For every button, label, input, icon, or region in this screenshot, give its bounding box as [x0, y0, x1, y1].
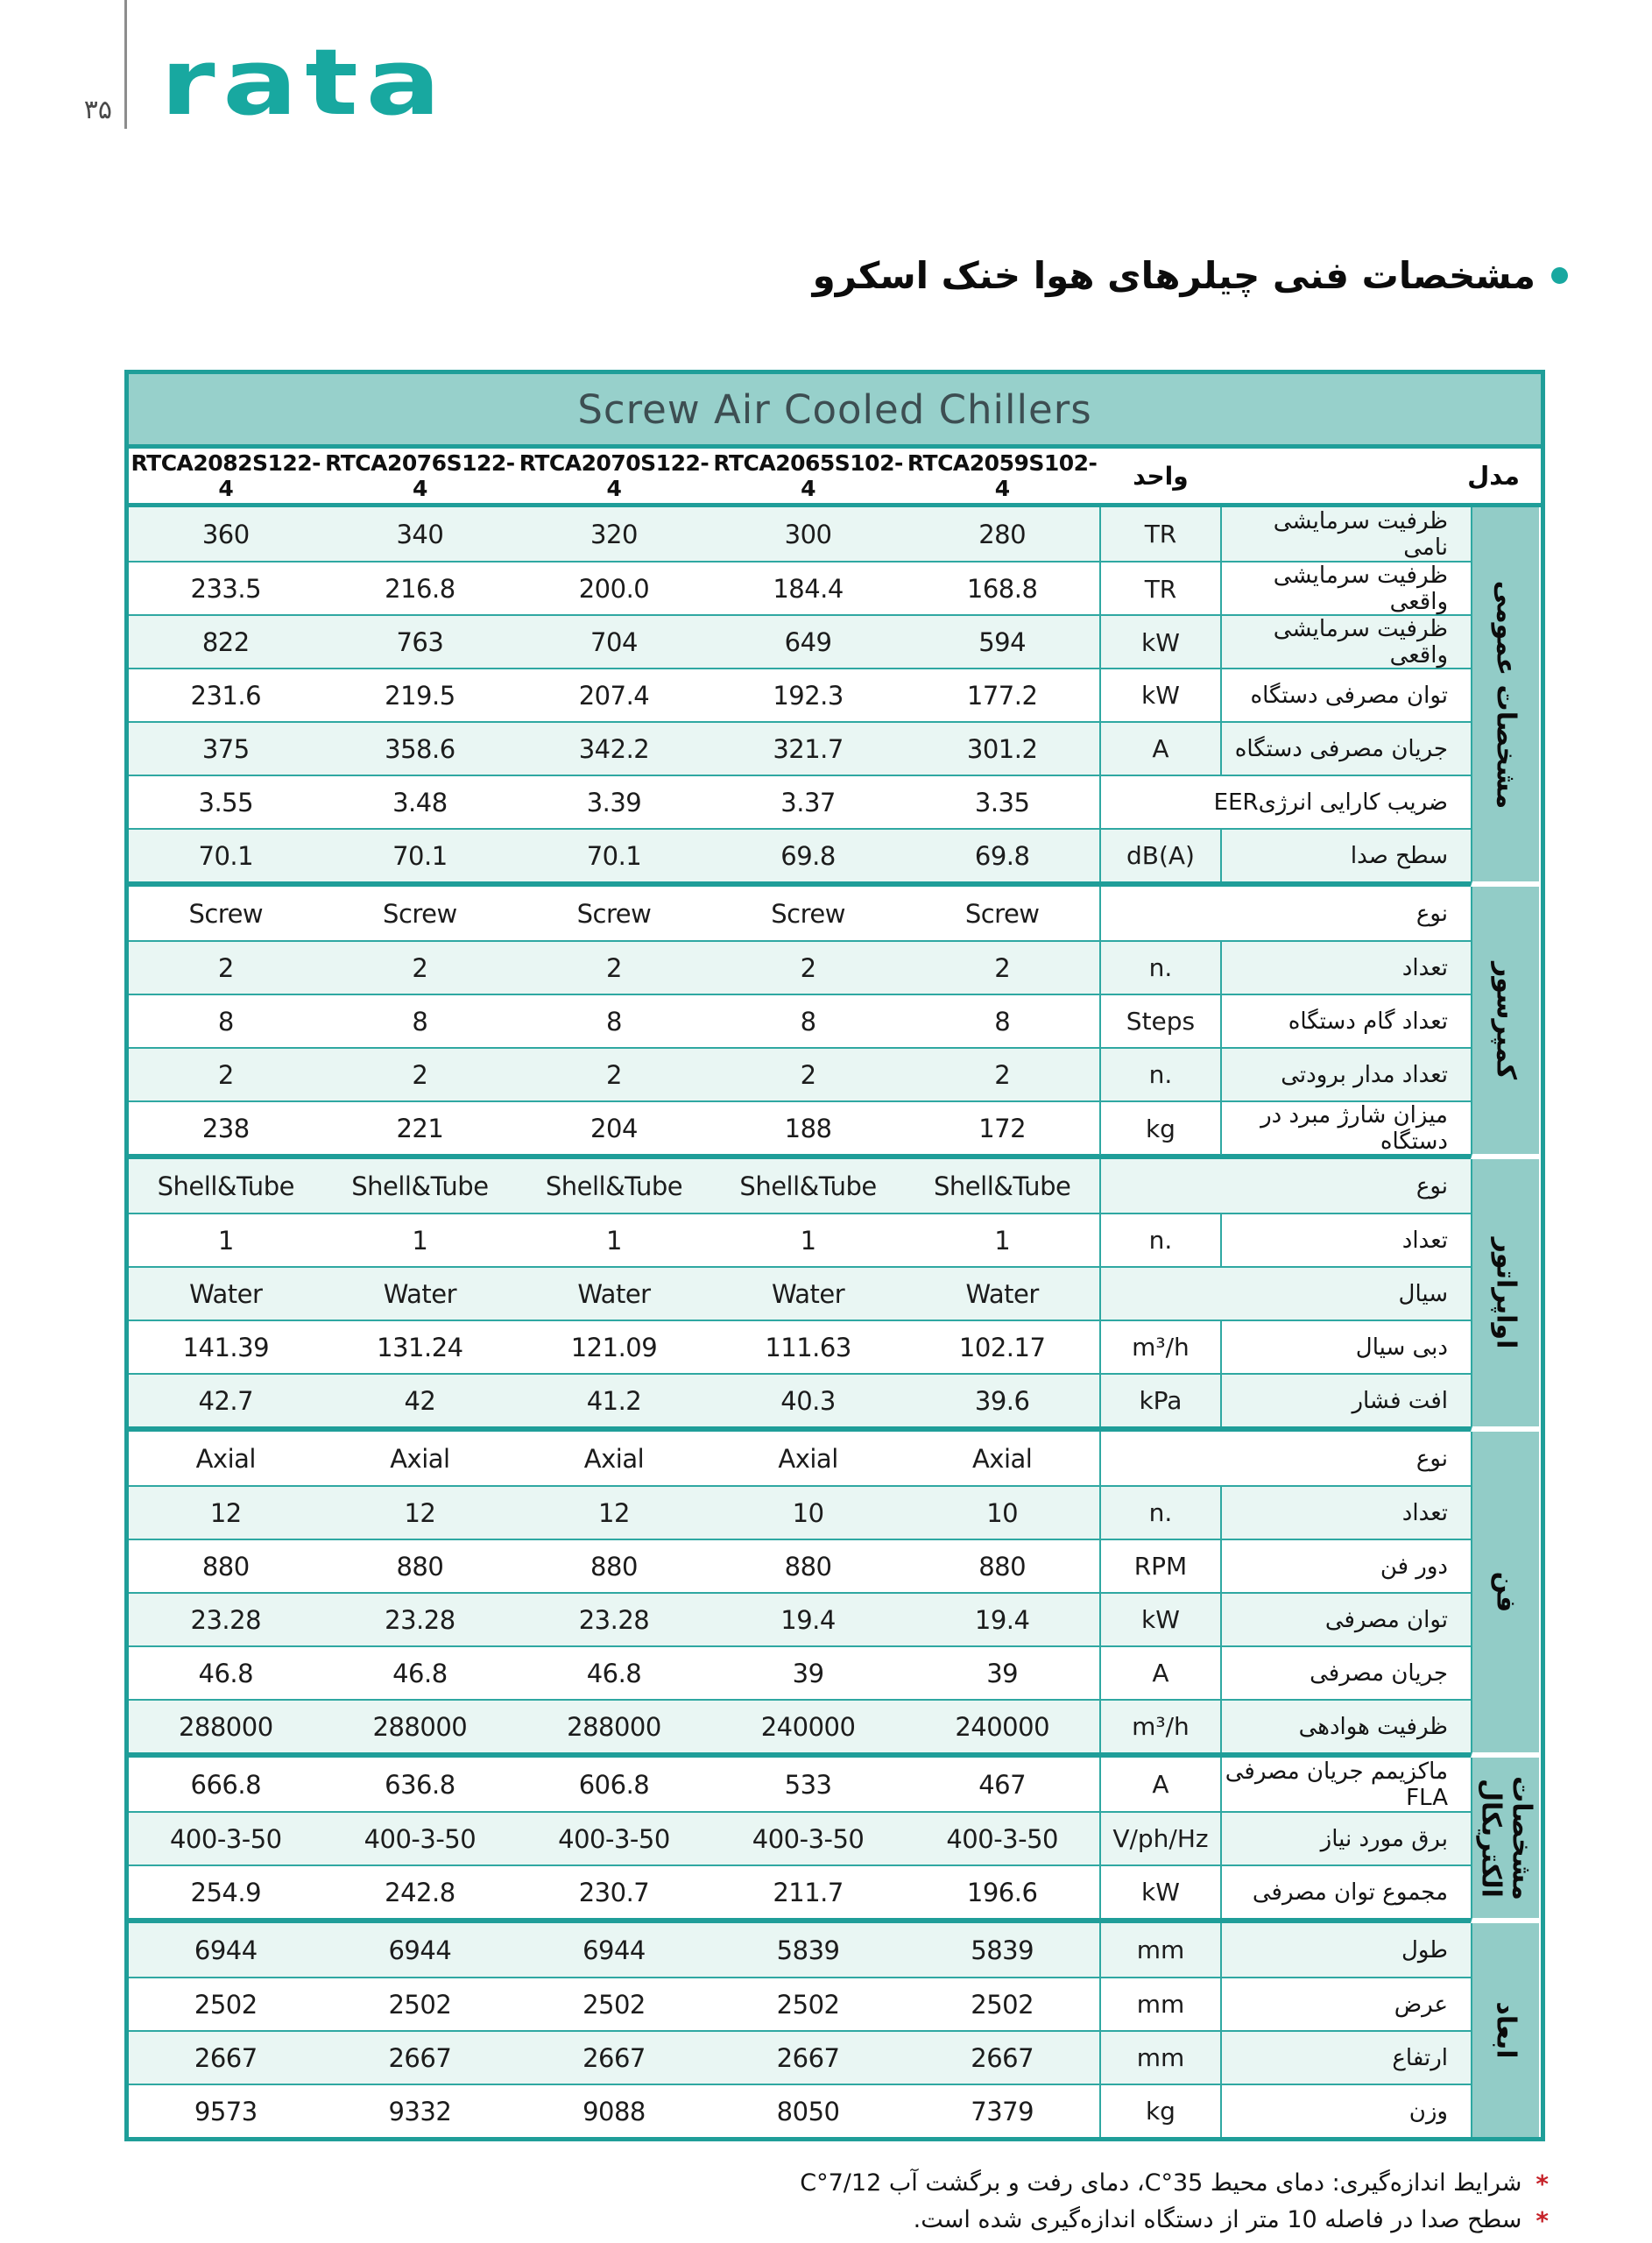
value-cell: 184.4	[773, 574, 844, 604]
value-cell: 6944	[582, 1935, 646, 1965]
value-cell: 880	[590, 1551, 638, 1581]
unit-cell: m³/h	[1099, 1701, 1222, 1752]
table-row	[129, 828, 1471, 881]
value-cell: 230.7	[578, 1877, 650, 1907]
value-cell: 3.39	[586, 787, 642, 817]
value-cell: 666.8	[190, 1769, 262, 1800]
value-cell: 200.0	[578, 574, 650, 604]
value-cell: 880	[978, 1551, 1027, 1581]
unit-cell: m³/h	[1099, 1321, 1222, 1373]
value-cell: Water	[383, 1278, 456, 1309]
section-category	[1471, 887, 1539, 1159]
row-label: ضریب کارایی انرژیEER	[1099, 776, 1471, 828]
section-category	[1471, 507, 1539, 887]
value-cell: 2667	[971, 2042, 1034, 2073]
value-cell: 42.7	[198, 1385, 254, 1416]
unit-cell: RPM	[1099, 1540, 1222, 1592]
row-label: ظرفیت هوادهی	[1298, 1713, 1448, 1740]
section-category-label: مشخصات عمومی	[1490, 580, 1521, 809]
unit-cell: n.	[1099, 1049, 1222, 1100]
value-cell: 131.24	[377, 1332, 463, 1362]
row-label: تعداد گام دستگاه	[1288, 1008, 1448, 1035]
section-category-label: اواپراتور	[1490, 1237, 1521, 1348]
value-cell: 2	[606, 1059, 622, 1090]
value-cell: 141.39	[182, 1332, 270, 1362]
footnotes	[800, 2168, 1549, 2241]
table-row	[129, 1645, 1471, 1699]
value-cell: 3.48	[392, 787, 448, 817]
value-cell: 8	[994, 1006, 1011, 1037]
row-label: تعداد	[1401, 1499, 1448, 1526]
value-cell: 240000	[760, 1711, 856, 1742]
value-cell: 233.5	[190, 574, 262, 604]
value-cell: 6944	[194, 1935, 258, 1965]
page-edge-rule	[124, 0, 127, 129]
row-label: تعداد	[1401, 954, 1448, 981]
model-name: RTCA2076S122-4	[325, 450, 515, 501]
value-cell: 42	[404, 1385, 436, 1416]
value-cell: 7379	[971, 2096, 1034, 2126]
row-label: نوع	[1099, 887, 1471, 940]
value-cell: 400-3-50	[169, 1823, 282, 1854]
unit-cell: n.	[1099, 1487, 1222, 1539]
value-cell: 23.28	[190, 1604, 262, 1635]
section-rows	[129, 1758, 1471, 1923]
table-row	[129, 940, 1471, 994]
value-cell: 2667	[582, 2042, 646, 2073]
value-cell: 533	[784, 1769, 832, 1800]
unit-cell: kW	[1099, 1594, 1222, 1645]
row-label: برق مورد نیاز	[1320, 1825, 1448, 1852]
row-label: دبی سیال	[1355, 1334, 1448, 1361]
table-row	[129, 775, 1471, 828]
unit-cell: A	[1099, 723, 1222, 775]
value-cell: 240000	[955, 1711, 1050, 1742]
row-label: نوع	[1099, 1159, 1471, 1213]
row-label: ظرفیت سرمایشی واقعی	[1273, 616, 1448, 669]
table-row	[129, 1977, 1471, 2030]
page-number: ۳۵	[83, 95, 112, 125]
value-cell: Water	[771, 1278, 845, 1309]
asterisk-icon: *	[1536, 2169, 1549, 2198]
value-cell: 2502	[194, 1989, 258, 2020]
value-cell: 1	[994, 1225, 1011, 1256]
unit-cell: n.	[1099, 1214, 1222, 1266]
table-row	[129, 1758, 1471, 1811]
section-rows	[129, 1432, 1471, 1758]
value-cell: 39	[986, 1658, 1019, 1688]
value-cell: 880	[784, 1551, 832, 1581]
model-name: RTCA2059S102-4	[907, 450, 1098, 501]
value-cell: 763	[396, 627, 444, 657]
value-cell: 822	[201, 627, 250, 657]
asterisk-icon: *	[1536, 2206, 1549, 2235]
value-cell: 46.8	[392, 1658, 448, 1688]
section-rows	[129, 1159, 1471, 1432]
unit-cell: n.	[1099, 942, 1222, 994]
value-cell: Screw	[383, 898, 457, 929]
value-cell: 70.1	[198, 840, 254, 871]
footnote	[800, 2204, 1549, 2233]
model-name: RTCA2065S102-4	[713, 450, 903, 501]
row-label: طول	[1401, 1936, 1448, 1964]
value-cell: 3.37	[780, 787, 836, 817]
value-cell: 320	[590, 519, 638, 549]
value-cell: 400-3-50	[364, 1823, 477, 1854]
value-cell: Shell&Tube	[934, 1171, 1071, 1201]
value-cell: 211.7	[773, 1877, 844, 1907]
value-cell: 1	[606, 1225, 622, 1256]
value-cell: 636.8	[385, 1769, 455, 1800]
value-cell: Shell&Tube	[157, 1171, 294, 1201]
table-row	[129, 1864, 1471, 1918]
table-section	[129, 1159, 1541, 1432]
table-row	[129, 1047, 1471, 1100]
value-cell: Shell&Tube	[351, 1171, 489, 1201]
spec-table	[124, 370, 1545, 2141]
value-cell: 172	[978, 1114, 1027, 1143]
model-column-header: مدل	[1467, 461, 1520, 491]
value-cell: Water	[577, 1278, 651, 1309]
table-section	[129, 1432, 1541, 1758]
value-cell: 467	[978, 1769, 1027, 1800]
unit-cell: dB(A)	[1099, 830, 1222, 881]
value-cell: 12	[209, 1497, 242, 1528]
value-cell: 321.7	[773, 733, 844, 764]
table-row	[129, 1923, 1471, 1977]
value-cell: Shell&Tube	[739, 1171, 877, 1201]
unit-cell: kW	[1099, 1866, 1222, 1918]
model-name: RTCA2070S122-4	[519, 450, 710, 501]
value-cell: 2	[412, 1059, 428, 1090]
section-category	[1471, 1758, 1539, 1923]
value-cell: 216.8	[385, 574, 455, 604]
value-cell: 340	[396, 519, 444, 549]
value-cell: 23.28	[578, 1604, 650, 1635]
row-label: جریان مصرفی دستگاه	[1234, 735, 1448, 762]
row-label: توان مصرفی	[1324, 1606, 1448, 1633]
value-cell: 649	[784, 627, 832, 657]
unit-cell: mm	[1099, 2032, 1222, 2084]
unit-cell: Steps	[1099, 995, 1222, 1047]
row-label: وزن	[1408, 2098, 1448, 2125]
unit-cell: A	[1099, 1647, 1222, 1699]
value-cell: 10	[792, 1497, 824, 1528]
table-row	[129, 887, 1471, 940]
value-cell: 39	[792, 1658, 824, 1688]
value-cell: 5839	[776, 1935, 840, 1965]
table-row	[129, 994, 1471, 1047]
value-cell: Screw	[576, 898, 652, 929]
table-row	[129, 1266, 1471, 1320]
unit-cell: kg	[1099, 1102, 1222, 1155]
unit-cell: V/ph/Hz	[1099, 1813, 1222, 1864]
value-cell: 2502	[582, 1989, 646, 2020]
value-cell: 9088	[582, 2096, 646, 2126]
table-row	[129, 2030, 1471, 2084]
value-cell: 242.8	[385, 1877, 455, 1907]
footnote-text: شرایط اندازه‌گیری: دمای محیط 35°C، دمای رفت و برگشت آب 7/12°C	[800, 2169, 1522, 2197]
value-cell: 2	[217, 1059, 234, 1090]
value-cell: 2	[994, 952, 1011, 983]
value-cell: 121.09	[570, 1332, 658, 1362]
value-cell: 2	[800, 952, 816, 983]
value-cell: 12	[598, 1497, 630, 1528]
value-cell: 606.8	[578, 1769, 650, 1800]
value-cell: Axial	[583, 1443, 645, 1474]
table-row	[129, 1811, 1471, 1864]
unit-cell: TR	[1099, 563, 1222, 615]
section-rows	[129, 507, 1471, 887]
row-label: ظرفیت سرمایشی واقعی	[1273, 563, 1448, 615]
value-cell: 196.6	[966, 1877, 1038, 1907]
value-cell: 880	[201, 1551, 250, 1581]
value-cell: Screw	[188, 898, 264, 929]
value-cell: 40.3	[780, 1385, 836, 1416]
section-category	[1471, 1923, 1539, 2137]
value-cell: 300	[784, 519, 832, 549]
table-row	[129, 721, 1471, 775]
row-label: ارتفاع	[1392, 2044, 1448, 2071]
value-cell: 288000	[178, 1711, 273, 1742]
value-cell: 204	[590, 1114, 638, 1143]
value-cell: 880	[396, 1551, 444, 1581]
value-cell: Screw	[771, 898, 845, 929]
row-label: جریان مصرفی	[1310, 1659, 1448, 1687]
value-cell: 288000	[372, 1711, 468, 1742]
unit-cell: TR	[1099, 507, 1222, 561]
section-category	[1471, 1159, 1539, 1432]
table-row	[129, 2084, 1471, 2137]
value-cell: 8	[800, 1006, 816, 1037]
table-section	[129, 887, 1541, 1159]
value-cell: 280	[978, 519, 1027, 549]
row-label: افت فشار	[1352, 1387, 1448, 1414]
footnote-text: سطح صدا در فاصله 10 متر از دستگاه اندازه‌گیری شده است.	[913, 2206, 1522, 2233]
value-cell: 46.8	[586, 1658, 642, 1688]
value-cell: 400-3-50	[558, 1823, 670, 1854]
table-section	[129, 507, 1541, 887]
section-rows	[129, 887, 1471, 1159]
value-cell: 2	[800, 1059, 816, 1090]
value-cell: 1	[217, 1225, 234, 1256]
table-row	[129, 561, 1471, 614]
value-cell: 168.8	[966, 574, 1038, 604]
value-cell: 102.17	[958, 1332, 1046, 1362]
value-cell: Water	[189, 1278, 263, 1309]
value-cell: Axial	[778, 1443, 838, 1474]
value-cell: 1	[800, 1225, 816, 1256]
table-row	[129, 668, 1471, 721]
unit-column-header: واحد	[1133, 461, 1189, 491]
value-cell: 2	[412, 952, 428, 983]
value-cell: 8	[412, 1006, 428, 1037]
value-cell: 360	[201, 519, 250, 549]
footnote	[800, 2168, 1549, 2197]
value-cell: 70.1	[392, 840, 448, 871]
section-category-label: فن	[1490, 1571, 1521, 1613]
value-cell: 69.8	[780, 840, 836, 871]
value-cell: 2667	[776, 2042, 840, 2073]
unit-cell: A	[1099, 1758, 1222, 1811]
page-title	[813, 254, 1568, 297]
row-label: سیال	[1099, 1268, 1471, 1320]
value-cell: 400-3-50	[946, 1823, 1058, 1854]
value-cell: 231.6	[190, 680, 262, 711]
value-cell: 2	[606, 952, 622, 983]
value-cell: 219.5	[385, 680, 455, 711]
value-cell: 8	[217, 1006, 234, 1037]
value-cell: 41.2	[586, 1385, 642, 1416]
value-cell: 19.4	[780, 1604, 836, 1635]
value-cell: 10	[986, 1497, 1019, 1528]
unit-cell: mm	[1099, 1923, 1222, 1977]
value-cell: 254.9	[190, 1877, 262, 1907]
table-row	[129, 1373, 1471, 1426]
value-cell: 238	[201, 1114, 250, 1143]
value-cell: 2502	[388, 1989, 452, 2020]
value-cell: 69.8	[974, 840, 1030, 871]
value-cell: 400-3-50	[752, 1823, 865, 1854]
table-row	[129, 1539, 1471, 1592]
row-label: مجموع توان مصرفی	[1252, 1879, 1448, 1906]
value-cell: 192.3	[773, 680, 844, 711]
section-category-label: کمپرسور	[1490, 961, 1521, 1079]
table-row	[129, 1485, 1471, 1539]
value-cell: 594	[978, 627, 1027, 657]
value-cell: 375	[201, 733, 250, 764]
row-label: توان مصرفی دستگاه	[1250, 682, 1448, 709]
value-cell: 8	[606, 1006, 622, 1037]
section-category	[1471, 1432, 1539, 1758]
model-header-row	[129, 449, 1541, 507]
value-cell: Axial	[971, 1443, 1033, 1474]
value-cell: 70.1	[586, 840, 642, 871]
value-cell: 2	[994, 1059, 1011, 1090]
section-category-label: مشخصات الکتریکال	[1476, 1775, 1537, 1900]
value-cell: 3.55	[198, 787, 254, 817]
table-row	[129, 1592, 1471, 1645]
value-cell: Axial	[390, 1443, 450, 1474]
table-row	[129, 1320, 1471, 1373]
value-cell: Water	[965, 1278, 1039, 1309]
value-cell: 342.2	[578, 733, 650, 764]
table-body	[129, 507, 1541, 2137]
row-label: دور فن	[1380, 1553, 1448, 1580]
row-label: ظرفیت سرمایشی نامی	[1273, 507, 1448, 561]
value-cell: 2502	[971, 1989, 1034, 2020]
unit-cell: kW	[1099, 616, 1222, 669]
table-row	[129, 614, 1471, 668]
value-cell: 2667	[194, 2042, 258, 2073]
value-cell: 6944	[388, 1935, 452, 1965]
value-cell: 2667	[388, 2042, 452, 2073]
value-cell: 23.28	[385, 1604, 455, 1635]
row-label: تعداد	[1401, 1227, 1448, 1254]
value-cell: 12	[404, 1497, 436, 1528]
value-cell: Axial	[195, 1443, 256, 1474]
value-cell: 1	[412, 1225, 428, 1256]
model-name: RTCA2082S122-4	[131, 450, 321, 501]
value-cell: 111.63	[765, 1332, 851, 1362]
table-row	[129, 1699, 1471, 1752]
value-cell: 9332	[388, 2096, 452, 2126]
row-label: ماکزیمم جریان مصرفی FLA	[1225, 1758, 1448, 1811]
value-cell: 2	[217, 952, 234, 983]
row-label: تعداد مدار برودتی	[1281, 1061, 1448, 1088]
unit-cell: mm	[1099, 1978, 1222, 2030]
value-cell: 188	[784, 1114, 832, 1143]
value-cell: 8050	[776, 2096, 840, 2126]
bullet-icon	[1551, 267, 1568, 284]
table-section	[129, 1923, 1541, 2137]
value-cell: 2502	[776, 1989, 840, 2020]
value-cell: 301.2	[966, 733, 1038, 764]
value-cell: Shell&Tube	[545, 1171, 683, 1201]
table-row	[129, 1159, 1471, 1213]
row-label: سطح صدا	[1350, 842, 1448, 869]
row-label: عرض	[1394, 1991, 1448, 2018]
section-rows	[129, 1923, 1471, 2137]
table-row	[129, 507, 1471, 561]
table-row	[129, 1100, 1471, 1154]
value-cell: 39.6	[974, 1385, 1030, 1416]
unit-cell: kg	[1099, 2085, 1222, 2137]
value-cell: 46.8	[198, 1658, 254, 1688]
table-section	[129, 1758, 1541, 1923]
value-cell: 19.4	[974, 1604, 1030, 1635]
unit-cell: kPa	[1099, 1375, 1222, 1426]
rata-logo: rata	[160, 29, 448, 136]
value-cell: 358.6	[385, 733, 455, 764]
value-cell: 288000	[567, 1711, 661, 1742]
section-category-label: ابعاد	[1490, 2001, 1521, 2059]
value-cell: 9573	[194, 2096, 258, 2126]
value-cell: 704	[590, 627, 638, 657]
table-title: Screw Air Cooled Chillers	[129, 374, 1541, 449]
value-cell: 5839	[971, 1935, 1034, 1965]
table-row	[129, 1213, 1471, 1266]
page-title-text: مشخصات فنی چیلرهای هوا خنک اسکرو	[812, 254, 1536, 297]
value-cell: 207.4	[578, 680, 650, 711]
value-cell: Screw	[964, 898, 1040, 929]
table-row	[129, 1432, 1471, 1485]
row-label: نوع	[1099, 1432, 1471, 1485]
unit-cell: kW	[1099, 669, 1222, 721]
row-label: میزان شارژ مبرد در دستگاه	[1260, 1102, 1448, 1155]
value-cell: 177.2	[966, 680, 1038, 711]
value-cell: 3.35	[974, 787, 1030, 817]
value-cell: 221	[396, 1114, 444, 1143]
